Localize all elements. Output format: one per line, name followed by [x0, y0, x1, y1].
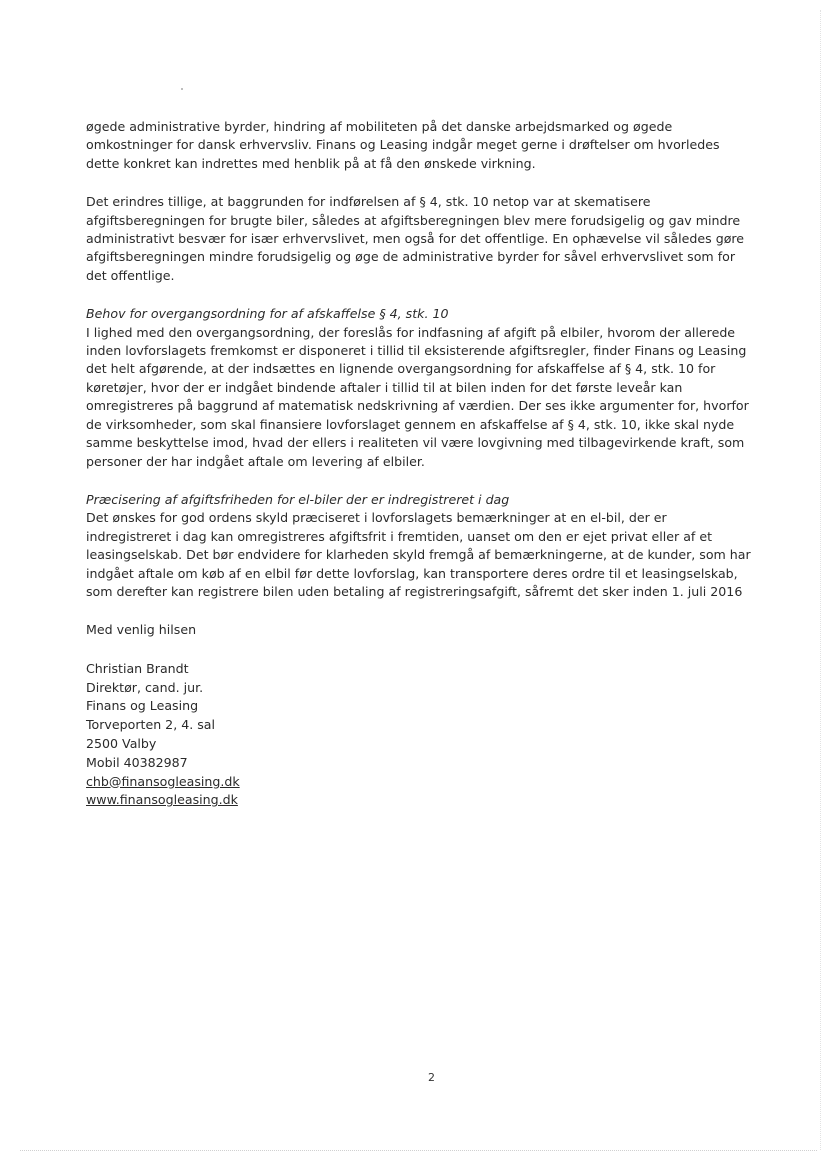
- signer-company: Finans og Leasing: [86, 698, 199, 714]
- scan-speck: [181, 88, 183, 90]
- section-heading-clarification: Præcisering af afgiftsfriheden for el-biler der er indregistreret i dag: [86, 491, 510, 507]
- email-link[interactable]: chb@finansogleasing.dk: [86, 773, 240, 789]
- signer-address: Torveporten 2, 4. sal: [86, 717, 215, 733]
- section-body-transition: I lighed med den overgangsordning, der foreslås for indfasning af afgift på elbiler, hvorom der allerede inden lovforslagets fremkomst er disponeret i tillid til eksisterende afgiftsregler, finder Finans og Leasing det helt afgørende, at der indsættes en lignende overgangsordning for afskaffelse af § 4, stk. 10 for køretøjer, hvor der er indgået bindende aftaler i tillid til at bilen inden for det første leveår kan omregistreres på baggrund af matematisk nedskrivning af værdien. Der ses ikke argumenter for, hvorfor de virksomheder, som skal finansiere lovforslaget gennem en afskaffelse af § 4, stk. 10, ikke skal nyde samme beskyttelse imod, hvad der ellers i realiteten vil være lovgivning med tilbagevirkende kraft, som personer der har indgået aftale om levering af elbiler.: [86, 324, 749, 469]
- page-number: 2: [428, 1071, 435, 1084]
- letter-body: [86, 118, 754, 810]
- paragraph-2: Det erindres tillige, at baggrunden for indførelsen af § 4, stk. 10 netop var at skematisere afgiftsberegningen for brugte biler, således at afgiftsberegningen blev mere forudsigelig og gav mindre administrativt besvær for især erhvervslivet, men også for det offentlige. En ophævelse vil således gøre afgiftsberegningen mindre forudsigelig og øge de administrative byrder for såvel erhvervslivet som for det offentlige.: [86, 194, 745, 283]
- signer-phone: Mobil 40382987: [86, 754, 188, 770]
- scan-edge-bottom: [20, 1150, 817, 1151]
- closing-greeting: Med venlig hilsen: [86, 622, 197, 638]
- signer-title: Direktør, cand. jur.: [86, 679, 204, 695]
- scan-edge-right: [820, 10, 821, 1150]
- section-heading-transition: Behov for overgangsordning for af afskaffelse § 4, stk. 10: [86, 306, 449, 322]
- section-body-clarification: Det ønskes for god ordens skyld præciseret i lovforslagets bemærkninger at en el-bil, der er indregistreret i dag kan omregistreres afgiftsfrit i fremtiden, uanset om den er ejet privat eller af et leasingselskab. Det bør endvidere for klarheden skyld fremgå af bemærkningerne, at de kunder, som har indgået aftale om køb af en elbil før dette lovforslag, kan transportere deres ordre til et leasingselskab, som derefter kan registrere bilen uden betaling af registreringsafgift, såfremt det sker inden 1. juli 2016: [86, 510, 751, 599]
- signer-city: 2500 Valby: [86, 735, 157, 751]
- signature-block: [86, 660, 754, 810]
- signer-name: Christian Brandt: [86, 660, 189, 676]
- website-link[interactable]: www.finansogleasing.dk: [86, 792, 238, 808]
- paragraph-1: øgede administrative byrder, hindring af mobiliteten på det danske arbejdsmarked og øgede omkostninger for dansk erhvervsliv. Finans og Leasing indgår meget gerne i drøftelser om hvorledes dette konkret kan indrettes med henblik på at få den ønskede virkning.: [86, 119, 720, 171]
